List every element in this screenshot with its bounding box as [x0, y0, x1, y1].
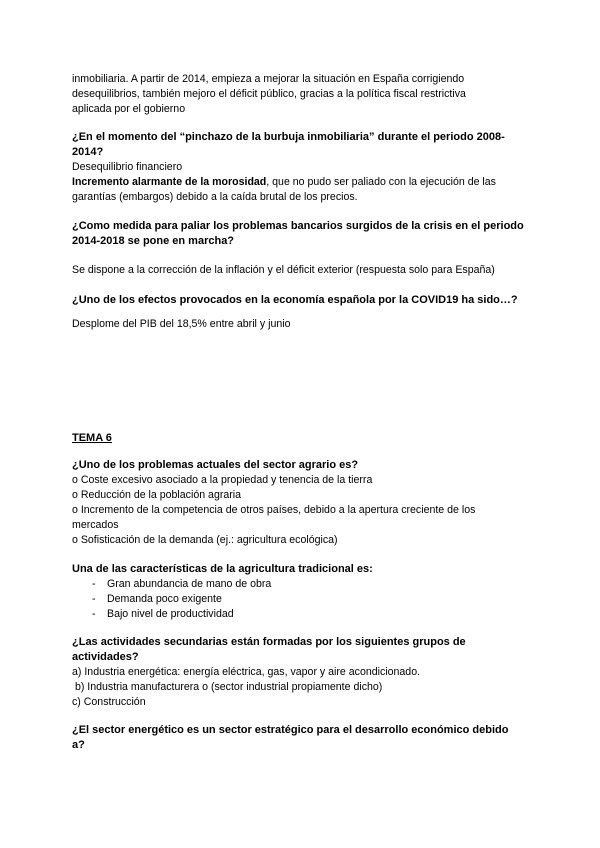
- answer-text: Desequilibrio financiero: [72, 161, 183, 173]
- characteristics-list: [72, 577, 524, 622]
- question-text: ¿Uno de los efectos provocados en la economía española por la COVID19 ha sido…?: [72, 294, 518, 306]
- answer-text: Se dispone a la corrección de la inflación y el déficit exterior (respuesta solo para España): [72, 264, 495, 276]
- option-item: o Coste excesivo asociado a la propiedad y tenencia de la tierra: [72, 474, 373, 486]
- question-block-6: [72, 635, 524, 710]
- answer-rest: , que no pudo ser paliado con la ejecución de las garantías (embargos) debido a la caída brutal de los precios.: [72, 176, 496, 203]
- intro-line: desequilibrios, también mejoro el déficit público, gracias a la política fiscal restrictiva: [72, 88, 466, 100]
- option-item: o Reducción de la población agraria: [72, 489, 242, 501]
- question-block-2: [72, 219, 524, 249]
- intro-line: inmobiliaria. A partir de 2014, empieza a mejorar la situación en España corrigiendo: [72, 73, 465, 85]
- question-text: ¿En el momento del “pinchazo de la burbuja inmobiliaria” durante el periodo 2008-2014?: [72, 131, 505, 158]
- section-heading: [72, 431, 524, 446]
- option-item: a) Industria energética: energía eléctrica, gas, vapor y aire acondicionado.: [72, 666, 421, 678]
- list-item: - Bajo nivel de productividad: [72, 607, 524, 622]
- question-text: ¿El sector energético es un sector estratégico para el desarrollo económico debido a?: [72, 724, 509, 751]
- intro-paragraph: [72, 72, 524, 117]
- answer-block-3: [72, 317, 524, 332]
- list-item: - Demanda poco exigente: [72, 592, 524, 607]
- question-block-5: [72, 562, 524, 622]
- option-item: o Sofisticación de la demanda (ej.: agricultura ecológica): [72, 534, 338, 546]
- question-text: ¿Como medida para paliar los problemas bancarios surgidos de la crisis en el periodo 2014-2018 se pone en marcha?: [72, 220, 524, 247]
- question-block-7: [72, 723, 524, 753]
- question-block-4: [72, 458, 524, 548]
- option-item: c) Construcción: [72, 696, 146, 708]
- question-text: ¿Las actividades secundarias están formadas por los siguientes grupos de actividades?: [72, 636, 466, 663]
- question-block-3: [72, 293, 524, 308]
- question-text: Una de las características de la agricultura tradicional es:: [72, 563, 373, 575]
- answer-block-2: [72, 263, 524, 278]
- tema-title: TEMA 6: [72, 432, 112, 444]
- answer-text: Desplome del PIB del 18,5% entre abril y junio: [72, 318, 291, 330]
- option-item: o Incremento de la competencia de otros países, debido a la apertura creciente de los mercados: [72, 504, 476, 531]
- answer-text: [72, 175, 524, 205]
- question-block-1: [72, 130, 524, 205]
- answer-emphasis: Incremento alarmante de la morosidad: [72, 176, 267, 188]
- list-item: - Gran abundancia de mano de obra: [72, 577, 524, 592]
- option-item: b) Industria manufacturera o (sector industrial propiamente dicho): [72, 681, 383, 693]
- intro-line: aplicada por el gobierno: [72, 103, 186, 115]
- question-text: ¿Uno de los problemas actuales del sector agrario es?: [72, 459, 359, 471]
